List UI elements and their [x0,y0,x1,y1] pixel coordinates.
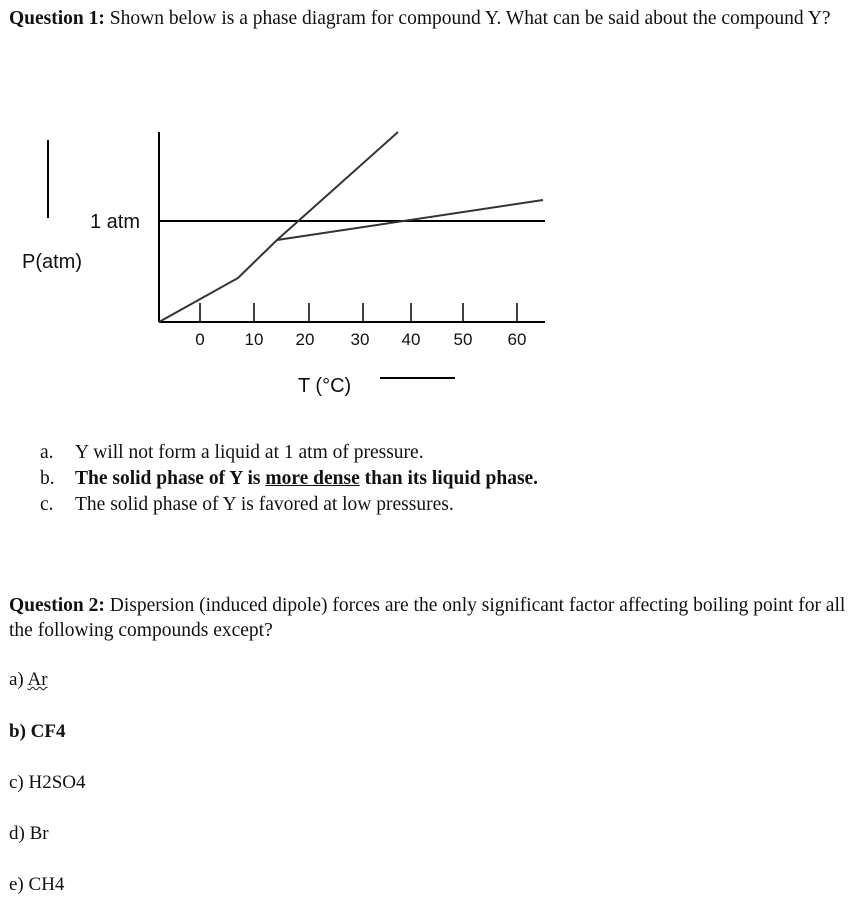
x-tick-label-50: 50 [453,330,473,349]
option-b-text-pre: The solid phase of Y is [75,468,266,489]
choice-e-text: CH4 [28,874,65,895]
phase-diagram [0,120,560,420]
solid-gas-boundary [159,240,277,322]
x-tick-label-20: 20 [295,330,315,349]
x-tick-label-10: 10 [244,330,264,349]
option-a[interactable] [40,440,538,466]
choice-d[interactable] [9,823,49,845]
option-a-letter: a. [40,442,54,463]
question-1-label: Question 1: [9,8,105,29]
option-b-text [75,466,538,492]
question-1 [9,6,847,31]
option-c-text: The solid phase of Y is favored at low pressures. [75,494,454,515]
pressure-label: 1 atm [90,211,141,233]
option-c-letter: c. [40,494,54,515]
y-axis-label: P(atm) [22,251,82,273]
choice-a-prefix: a) [9,669,24,690]
choice-e[interactable] [9,874,64,896]
option-a-text: Y will not form a liquid at 1 atm of pressure. [75,442,424,463]
option-c[interactable] [40,492,538,518]
choice-b[interactable] [9,721,65,743]
choice-b-text: CF4 [30,721,66,742]
choice-a[interactable] [9,669,48,691]
question-1-options [40,440,538,518]
x-axis-label: T (°C) [298,375,352,397]
option-b-letter: b. [40,468,55,489]
x-ticks [200,303,517,322]
x-tick-labels [195,330,526,349]
choice-c-text: H2SO4 [28,772,86,793]
x-tick-label-60: 60 [507,330,527,349]
x-tick-label-30: 30 [350,330,370,349]
question-2 [9,593,847,643]
choice-c[interactable] [9,772,86,794]
option-b[interactable] [40,466,538,492]
choice-a-text: Ar [27,669,48,690]
choice-e-prefix: e) [9,874,24,895]
x-tick-label-40: 40 [401,330,421,349]
option-b-emphasis: more dense [265,468,360,489]
choice-c-prefix: c) [9,772,24,793]
choice-b-prefix: b) [9,721,26,742]
option-b-text-post: than its liquid phase. [359,468,539,489]
choice-d-text: Br [29,823,49,844]
choice-d-prefix: d) [9,823,25,844]
question-1-text: Shown below is a phase diagram for compound Y. What can be said about the compound Y? [109,8,831,29]
question-2-label: Question 2: [9,595,105,616]
x-tick-label-0: 0 [195,330,205,349]
question-2-text: Dispersion (induced dipole) forces are the only significant factor affecting boiling point for all the following compounds except? [9,595,846,641]
